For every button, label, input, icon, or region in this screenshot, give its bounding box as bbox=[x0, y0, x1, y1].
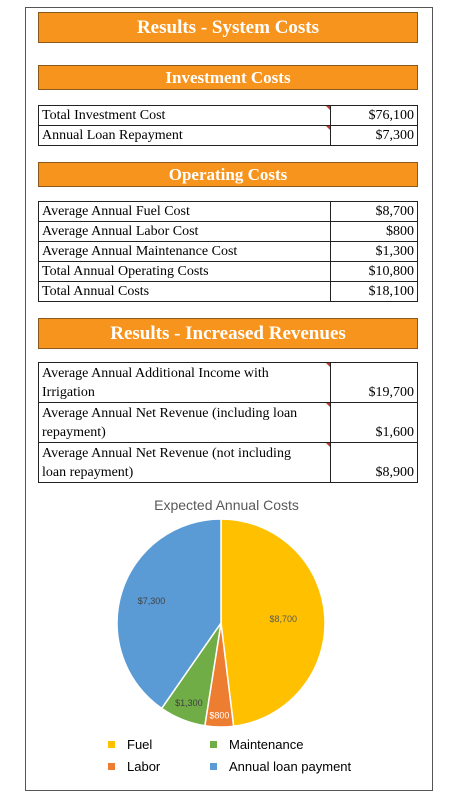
legend-item-fuel bbox=[108, 737, 152, 752]
legend-swatch bbox=[108, 741, 115, 748]
legend-swatch bbox=[210, 741, 217, 748]
row-label: Annual Loan Repayment bbox=[39, 126, 331, 146]
row-label: Average Annual Maintenance Cost bbox=[39, 242, 331, 262]
row-label: Average Annual Additional Income with Irrigation bbox=[39, 363, 331, 403]
row-label: Total Annual Costs bbox=[39, 282, 331, 302]
legend-item-maintenance bbox=[210, 737, 303, 752]
pie-data-label: $1,300 bbox=[175, 698, 203, 709]
row-value: $8,700 bbox=[331, 202, 418, 222]
row-label: Total Investment Cost bbox=[39, 106, 331, 126]
legend-label: Labor bbox=[127, 759, 161, 774]
legend-item-labor bbox=[108, 759, 160, 774]
chart-title: Expected Annual Costs bbox=[154, 497, 299, 513]
legend-label: Annual loan payment bbox=[229, 759, 352, 774]
legend-swatch bbox=[210, 763, 217, 770]
row-value: $8,900 bbox=[331, 443, 418, 483]
pie-data-label: $800 bbox=[209, 710, 230, 721]
increased-revenues-header: Results - Increased Revenues bbox=[38, 318, 418, 349]
row-label: Average Annual Net Revenue (not including loan repayment) bbox=[39, 443, 331, 483]
row-label: Average Annual Labor Cost bbox=[39, 222, 331, 242]
system-costs-header: Results - System Costs bbox=[38, 12, 418, 43]
row-value: $7,300 bbox=[331, 126, 418, 146]
row-value: $1,600 bbox=[331, 403, 418, 443]
row-label: Average Annual Fuel Cost bbox=[39, 202, 331, 222]
legend-swatch bbox=[108, 763, 115, 770]
row-label: Average Annual Net Revenue (including loan repayment) bbox=[39, 403, 331, 443]
row-value: $76,100 bbox=[331, 106, 418, 126]
pie-data-label: $8,700 bbox=[269, 614, 298, 625]
pie-data-label: $7,300 bbox=[137, 596, 166, 607]
operating-costs-header: Operating Costs bbox=[38, 162, 418, 187]
row-value: $19,700 bbox=[331, 363, 418, 403]
row-value: $18,100 bbox=[331, 282, 418, 302]
row-value: $800 bbox=[331, 222, 418, 242]
row-label: Total Annual Operating Costs bbox=[39, 262, 331, 282]
legend-label: Maintenance bbox=[229, 737, 304, 752]
row-value: $1,300 bbox=[331, 242, 418, 262]
legend-item-loan bbox=[210, 759, 351, 774]
legend-label: Fuel bbox=[127, 737, 153, 752]
investment-costs-header: Investment Costs bbox=[38, 65, 418, 90]
row-value: $10,800 bbox=[331, 262, 418, 282]
